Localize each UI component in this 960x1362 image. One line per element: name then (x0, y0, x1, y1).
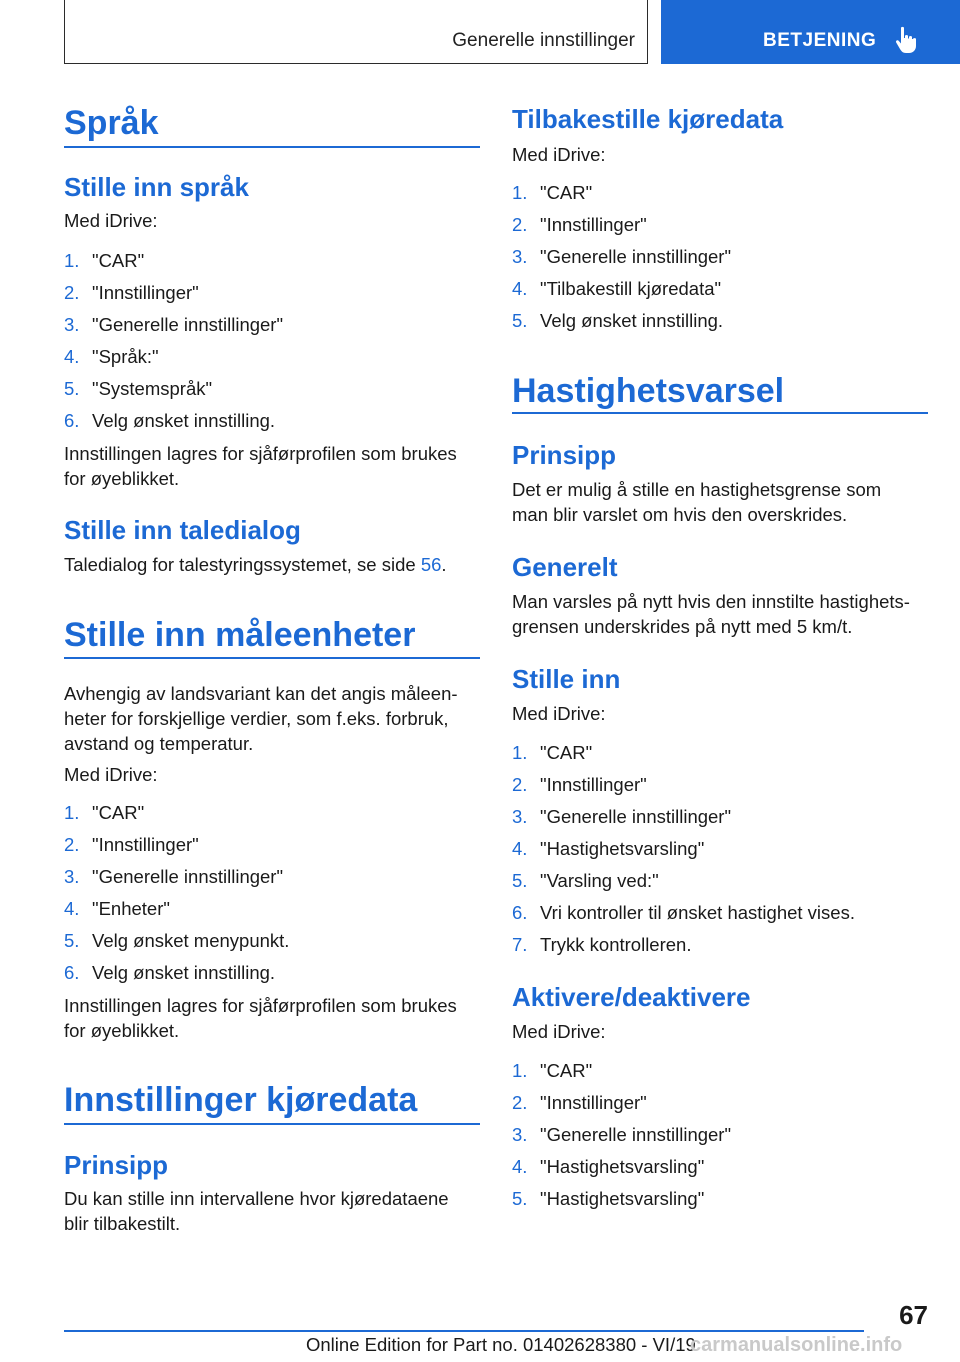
note-line: for øyeblikket. (64, 468, 180, 489)
list-number: 5. (512, 1188, 528, 1209)
paragraph-line: Man varsles på nytt hvis den innstilte hastighets‐ (512, 591, 910, 612)
heading-sprak: Språk (64, 104, 159, 142)
paragraph-line: man blir varslet om hvis den overskrides. (512, 504, 848, 525)
heading-rule (64, 1123, 480, 1125)
footer-rule (64, 1330, 864, 1332)
header-section-box (64, 0, 648, 64)
heading-rule (512, 412, 928, 414)
list-text: "CAR" (540, 1060, 593, 1081)
list-number: 4. (64, 898, 80, 919)
list-text: "Hastighetsvarsling" (540, 838, 705, 859)
list-text: "Enheter" (92, 898, 170, 919)
paragraph-med-idrive: Med iDrive: (512, 703, 606, 724)
paragraph-line: heter for forskjellige verdier, som f.eks. forbruk, (64, 708, 449, 729)
list-text: Velg ønsket innstilling. (92, 962, 276, 983)
list-number: 3. (512, 246, 528, 267)
header-chapter-tab[interactable] (661, 0, 960, 64)
taledialog-text: Taledialog for talestyringssystemet, se side (64, 554, 421, 575)
heading-rule (64, 657, 480, 659)
list-text: "Innstillinger" (540, 214, 647, 235)
list-text: "Hastighetsvarsling" (540, 1156, 705, 1177)
list-number: 2. (512, 1092, 528, 1113)
list-number: 5. (512, 310, 528, 331)
paragraph-line: blir tilbakestilt. (64, 1213, 181, 1234)
heading-aktivere-deaktivere: Aktivere/deaktivere (512, 982, 751, 1012)
paragraph-med-idrive: Med iDrive: (64, 210, 158, 231)
list-number: 7. (512, 934, 528, 955)
list-number: 3. (64, 314, 80, 335)
paragraph-line: Det er mulig å stille en hastighetsgrense som (512, 479, 882, 500)
list-number: 5. (64, 378, 80, 399)
list-text: "Systemspråk" (92, 378, 213, 399)
list-number: 5. (64, 930, 80, 951)
list-number: 2. (64, 834, 80, 855)
note-line: Innstillingen lagres for sjåførprofilen som brukes (64, 995, 457, 1016)
list-number: 4. (512, 278, 528, 299)
heading-prinsipp: Prinsipp (512, 440, 617, 470)
list-text: "Hastighetsvarsling" (540, 1188, 705, 1209)
list-text: "Innstillinger" (92, 834, 199, 855)
list-number: 2. (64, 282, 80, 303)
list-text: "CAR" (540, 742, 593, 763)
heading-stille-inn-maleenheter: Stille inn måleenheter (64, 616, 416, 654)
list-number: 3. (512, 806, 528, 827)
list-text: Velg ønsket menypunkt. (92, 930, 290, 951)
footer-edition: Online Edition for Part no. 01402628380 - VI/19 (306, 1334, 696, 1355)
paragraph-line: Avhengig av landsvariant kan det angis måleen‐ (64, 683, 458, 704)
list-number: 4. (512, 838, 528, 859)
list-text: "Språk:" (92, 346, 159, 367)
list-text: "Generelle innstillinger" (540, 1124, 732, 1145)
list-number: 6. (512, 902, 528, 923)
paragraph-line: grensen underskrides på nytt med 5 km/t. (512, 616, 853, 637)
list-number: 1. (64, 250, 80, 271)
heading-prinsipp: Prinsipp (64, 1150, 169, 1180)
list-number: 4. (512, 1156, 528, 1177)
paragraph-line: avstand og temperatur. (64, 733, 254, 754)
paragraph-taledialog (64, 552, 447, 577)
list-number: 6. (64, 962, 80, 983)
list-text: "Innstillinger" (540, 774, 647, 795)
heading-stille-inn-taledialog: Stille inn taledialog (64, 515, 301, 545)
paragraph-med-idrive: Med iDrive: (512, 1021, 606, 1042)
list-text: "Generelle innstillinger" (540, 246, 732, 267)
list-number: 3. (512, 1124, 528, 1145)
list-text: "Innstillinger" (92, 282, 199, 303)
note-line: for øyeblikket. (64, 1020, 180, 1041)
list-text: Velg ønsket innstilling. (92, 410, 276, 431)
paragraph-line: Du kan stille inn intervallene hvor kjøredataene (64, 1188, 449, 1209)
list-number: 2. (512, 214, 528, 235)
heading-generelt: Generelt (512, 552, 618, 582)
list-text: "Innstillinger" (540, 1092, 647, 1113)
heading-rule (64, 146, 480, 148)
heading-innstillinger-kjoredata: Innstillinger kjøredata (64, 1081, 418, 1119)
list-number: 1. (512, 182, 528, 203)
heading-hastighetsvarsel: Hastighetsvarsel (512, 372, 785, 410)
list-number: 1. (512, 1060, 528, 1081)
list-text: Velg ønsket innstilling. (540, 310, 724, 331)
list-text: Vri kontroller til ønsket hastighet vises. (540, 902, 855, 923)
list-number: 6. (64, 410, 80, 431)
heading-stille-inn-sprak: Stille inn språk (64, 172, 249, 202)
paragraph-med-idrive: Med iDrive: (64, 764, 158, 785)
list-text: "Tilbakestill kjøredata" (540, 278, 722, 299)
list-text: "CAR" (92, 802, 145, 823)
list-text: "Varsling ved:" (540, 870, 659, 891)
list-text: "Generelle innstillinger" (540, 806, 732, 827)
hand-pointer-icon (895, 26, 917, 54)
list-text: "CAR" (92, 250, 145, 271)
header-section-title: Generelle innstillinger (452, 30, 635, 51)
list-number: 1. (64, 802, 80, 823)
list-text: Trykk kontrolleren. (540, 934, 692, 955)
list-text: "Generelle innstillinger" (92, 314, 284, 335)
heading-tilbakestille-kjoredata: Tilbakestille kjøredata (512, 104, 784, 134)
list-number: 2. (512, 774, 528, 795)
list-number: 4. (64, 346, 80, 367)
watermark: carmanualsonline.info (690, 1334, 903, 1356)
list-text: "CAR" (540, 182, 593, 203)
list-text: "Generelle innstillinger" (92, 866, 284, 887)
page-link-56[interactable]: 56 (420, 554, 442, 575)
heading-stille-inn: Stille inn (512, 664, 621, 694)
taledialog-period: . (441, 554, 447, 575)
paragraph-med-idrive: Med iDrive: (512, 144, 606, 165)
page-number: 67 (899, 1300, 928, 1330)
header-chapter-title: BETJENING (763, 30, 877, 51)
list-number: 1. (512, 742, 528, 763)
list-number: 3. (64, 866, 80, 887)
list-number: 5. (512, 870, 528, 891)
note-line: Innstillingen lagres for sjåførprofilen som brukes (64, 443, 457, 464)
